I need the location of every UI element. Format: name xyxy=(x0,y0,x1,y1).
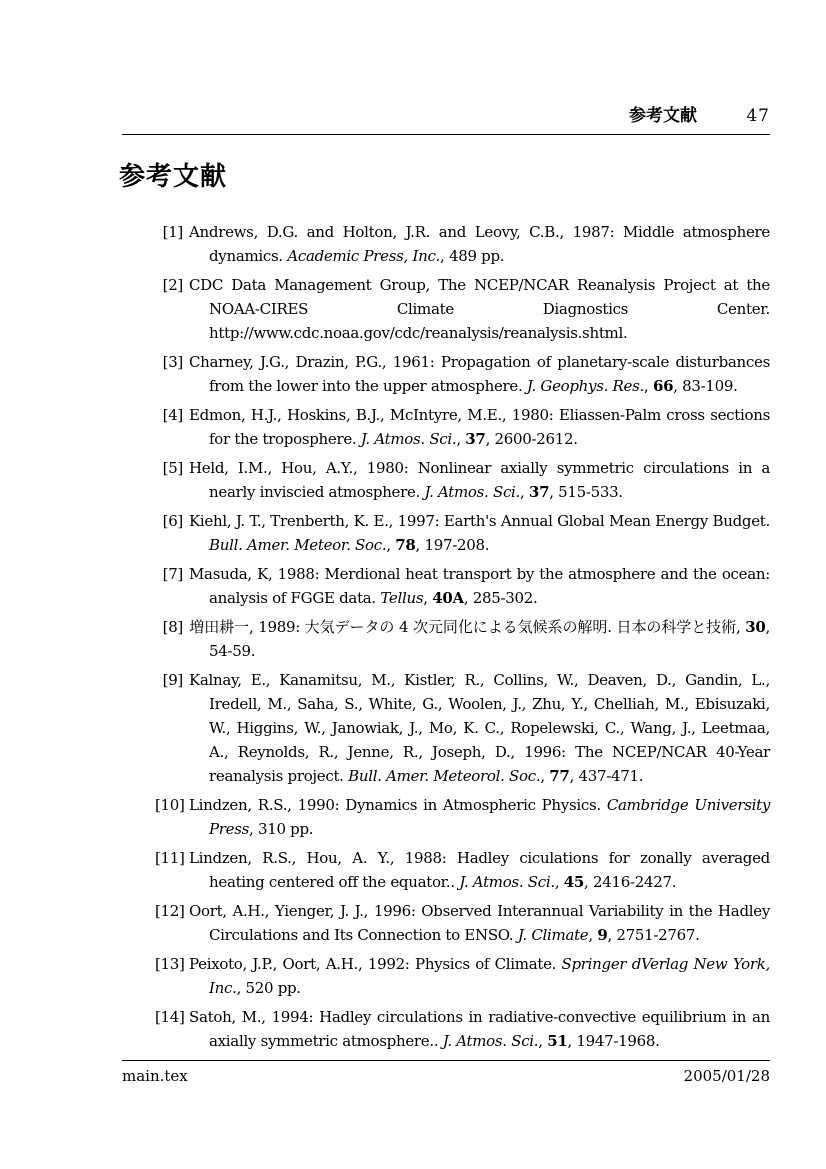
reference-item xyxy=(155,1005,770,1053)
reference-number: [7] xyxy=(162,565,183,583)
reference-text-segment: , 310 pp. xyxy=(249,820,314,838)
reference-text-segment: , xyxy=(588,926,598,944)
reference-text-segment: Held, I.M., Hou, A.Y., 1980: Nonlinear axially symmetric circulations in a nearly inviscied atmosphere. xyxy=(189,459,770,501)
reference-item xyxy=(162,456,770,504)
reference-list xyxy=(0,220,826,1058)
reference-text-segment: Oort, A.H., Yienger, J. J., 1996: Observed Interannual Variability in the Hadley Circulations and Its Connection to ENSO. xyxy=(189,902,770,944)
reference-number: [10] xyxy=(155,796,185,814)
footer-date: 2005/01/28 xyxy=(683,1067,770,1085)
header-page-number: 47 xyxy=(746,106,770,126)
reference-text-segment: 増田耕一, 1989: 大気データの 4 次元同化による気候系の解明. 日本の科学と技術, xyxy=(189,618,746,636)
reference-text-segment: 66 xyxy=(652,377,674,395)
reference-number: [2] xyxy=(162,276,183,294)
reference-text-segment: , xyxy=(386,536,396,554)
reference-text-segment: , xyxy=(538,1032,548,1050)
reference-text-segment: , 515-533. xyxy=(549,483,623,501)
reference-number: [9] xyxy=(162,671,183,689)
reference-text-segment: , 285-302. xyxy=(463,589,538,607)
reference-number: [1] xyxy=(162,223,183,241)
reference-number: [5] xyxy=(162,459,183,477)
reference-text-segment: , 2600-2612. xyxy=(485,430,578,448)
reference-text-segment: , xyxy=(423,589,433,607)
reference-text-segment: Cambridge University Press xyxy=(209,796,770,838)
reference-text-segment: Kiehl, J. T., Trenberth, K. E., 1997: Earth's Annual Global Mean Energy Budget. xyxy=(189,512,770,530)
reference-text-segment: , 54-59. xyxy=(209,618,770,660)
reference-text-segment: , 2751-2767. xyxy=(607,926,700,944)
reference-text-segment: 78 xyxy=(395,536,416,554)
reference-text-segment: , xyxy=(644,377,653,395)
reference-text-segment: 37 xyxy=(528,483,550,501)
reference-text-segment: 77 xyxy=(549,767,570,785)
reference-item xyxy=(162,668,770,788)
reference-text-segment: Andrews, D.G. and Holton, J.R. and Leovy, C.B., 1987: Middle atmosphere dynamics. xyxy=(189,223,770,265)
reference-text-segment: , 83-109. xyxy=(673,377,738,395)
reference-text-segment: J. Atmos. Sci. xyxy=(424,483,521,501)
reference-text-segment: J. Atmos. Sci. xyxy=(442,1032,539,1050)
reference-text-segment: , 1947-1968. xyxy=(567,1032,660,1050)
reference-number: [13] xyxy=(155,955,185,973)
reference-text-segment: 30 xyxy=(745,618,766,636)
reference-text-segment: 37 xyxy=(465,430,486,448)
reference-text-segment: Academic Press, Inc. xyxy=(287,247,441,265)
reference-item xyxy=(162,509,770,557)
reference-item xyxy=(155,793,770,841)
reference-text-segment: , xyxy=(520,483,529,501)
reference-text-segment: , xyxy=(456,430,466,448)
header-section-label: 参考文献 xyxy=(628,106,697,126)
reference-text-segment: , xyxy=(540,767,550,785)
reference-number: [4] xyxy=(162,406,183,424)
reference-item xyxy=(155,952,770,1000)
reference-text-segment: Bull. Amer. Meteorol. Soc. xyxy=(348,767,541,785)
page-title: 参考文献 xyxy=(119,162,228,192)
reference-text-segment: Edmon, H.J., Hoskins, B.J., McIntyre, M.E., 1980: Eliassen-Palm cross sections for the troposphere. xyxy=(189,406,770,448)
reference-number: [3] xyxy=(162,353,183,371)
footer-filename: main.tex xyxy=(122,1067,188,1085)
reference-item xyxy=(162,615,770,663)
reference-number: [8] xyxy=(162,618,183,636)
reference-item xyxy=(162,562,770,610)
reference-text-segment: Kalnay, E., Kanamitsu, M., Kistler, R., Collins, W., Deaven, D., Gandin, L., Iredell, M., Saha, S., White, G., Woolen, J., Zhu, Y., Chelliah, M., Ebisuzaki, W., Higgins, W., Janowiak, J., Mo, K. C., Ropelewski, C., Wang, J., Leetmaa, A., Reynolds, R., Jenne, R., Joseph, D., 1996: The NCEP/NCAR 40-Year reanalysis project. xyxy=(189,671,770,785)
reference-text-segment: , 2416-2427. xyxy=(584,873,677,891)
reference-number: [14] xyxy=(155,1008,185,1026)
reference-text-segment: J. Climate xyxy=(517,926,589,944)
reference-text-segment: Tellus xyxy=(380,589,424,607)
reference-text-segment: , 520 pp. xyxy=(236,979,301,997)
reference-text-segment: Lindzen, R.S., Hou, A. Y., 1988: Hadley ciculations for zonally averaged heating centered off the equator.. xyxy=(189,849,770,891)
reference-text-segment: 40A xyxy=(432,589,464,607)
reference-text-segment: 45 xyxy=(563,873,585,891)
reference-text-segment: Springer dVerlag New York, Inc. xyxy=(209,955,770,997)
reference-item xyxy=(155,899,770,947)
running-header xyxy=(122,106,770,135)
reference-text-segment: , 197-208. xyxy=(415,536,490,554)
reference-text-segment: J. Geophys. Res. xyxy=(526,377,644,395)
reference-text-segment: J. Atmos. Sci. xyxy=(360,430,457,448)
reference-item xyxy=(162,273,770,345)
reference-text-segment: Lindzen, R.S., 1990: Dynamics in Atmospheric Physics. xyxy=(189,796,607,814)
reference-item xyxy=(162,403,770,451)
reference-text-segment: Charney, J.G., Drazin, P.G., 1961: Propagation of planetary-scale disturbances from the lower into the upper atmosphere. xyxy=(189,353,770,395)
reference-text-segment: Peixoto, J.P., Oort, A.H., 1992: Physics of Climate. xyxy=(189,955,562,973)
reference-text-segment: Bull. Amer. Meteor. Soc. xyxy=(209,536,387,554)
reference-item xyxy=(162,220,770,268)
reference-text-segment: Masuda, K, 1988: Merdional heat transport by the atmosphere and the ocean: analysis of FGGE data. xyxy=(189,565,770,607)
reference-text-segment: 51 xyxy=(547,1032,568,1050)
reference-text-segment: , xyxy=(554,873,564,891)
reference-item xyxy=(162,350,770,398)
reference-text-segment: , 437-471. xyxy=(569,767,644,785)
reference-text-segment: Satoh, M., 1994: Hadley circulations in radiative-convective equilibrium in an axially symmetric atmosphere.. xyxy=(189,1008,770,1050)
reference-text-segment: 9 xyxy=(597,926,608,944)
reference-text-segment: , 489 pp. xyxy=(440,247,505,265)
reference-number: [6] xyxy=(162,512,183,530)
reference-number: [12] xyxy=(155,902,185,920)
running-footer xyxy=(122,1060,770,1086)
reference-item xyxy=(155,846,770,894)
reference-text-segment: CDC Data Management Group, The NCEP/NCAR Reanalysis Project at the NOAA-CIRES Climate Diagnostics Center. http://www.cdc.noaa.gov/cdc/reanalysis/reanalysis.shtml. xyxy=(189,276,770,342)
reference-text-segment: J. Atmos. Sci. xyxy=(459,873,555,891)
reference-number: [11] xyxy=(155,849,185,867)
